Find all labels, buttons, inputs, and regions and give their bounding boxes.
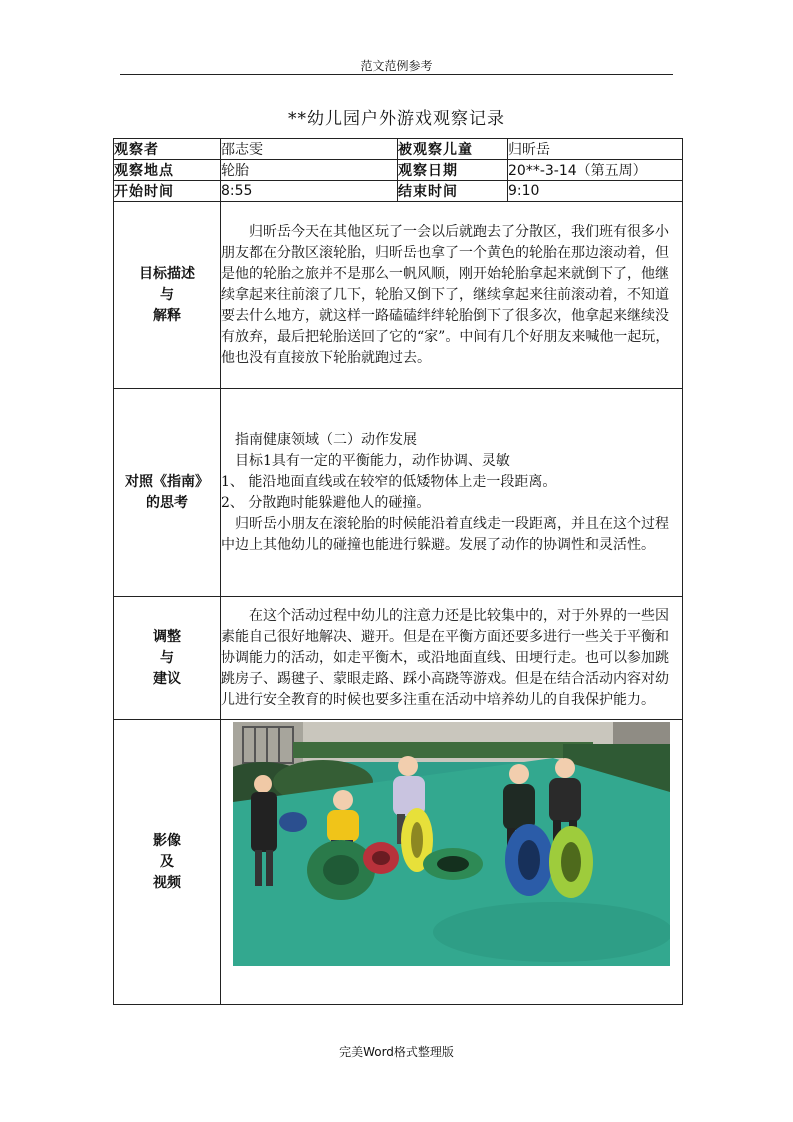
date-label: 观察日期 — [398, 160, 508, 181]
row-observer — [114, 139, 683, 160]
page-header: 范文范例参考 — [360, 59, 433, 73]
observation-table — [113, 138, 683, 1005]
tire — [307, 840, 375, 900]
guide-line-heading: 指南健康领域（二）动作发展 — [235, 431, 417, 448]
row-time — [114, 181, 683, 202]
row-description — [114, 202, 683, 389]
tire — [279, 812, 307, 832]
observer-value: 邵志雯 — [221, 139, 398, 160]
media-label-line: 影像 — [153, 832, 181, 849]
guide-label-line: 对照《指南》 — [125, 473, 209, 490]
playground-photo — [233, 722, 670, 966]
end-label: 结束时间 — [398, 181, 508, 202]
guide-line-item2: 2、 分散跑时能躲避他人的碰撞。 — [221, 494, 431, 511]
header-rule — [120, 74, 673, 75]
guide-line-reflection: 归昕岳小朋友在滚轮胎的时候能沿着直线走一段距离，并且在这个过程中边上其他幼儿的碰撞也能进行躲避。发展了动作的协调性和灵活性。 — [221, 515, 669, 553]
adjust-text: 在这个活动过程中幼儿的注意力还是比较集中的，对于外界的一些因素能自己很好地解决、避开。但是在平衡方面还要多进行一些关于平衡和协调能力的活动，如走平衡木，或沿地面直线、田埂行走。也可以参加跳跳房子、踢毽子、蒙眼走路、踩小高跷等游戏。但是在结合活动内容对幼儿进行安全教育的时候也要多注重在活动中培养幼儿的自我保护能力。 — [221, 607, 669, 708]
row-media — [114, 720, 683, 1005]
start-label: 开始时间 — [114, 181, 221, 202]
media-cell — [221, 720, 683, 1005]
tire — [423, 848, 483, 880]
end-value: 9:10 — [508, 181, 683, 202]
row-adjust — [114, 597, 683, 720]
adjust-label-line: 与 — [160, 649, 174, 666]
location-value: 轮胎 — [221, 160, 398, 181]
guide-line-goal: 目标1具有一定的平衡能力，动作协调、灵敏 — [235, 452, 510, 469]
adjust-label — [114, 597, 221, 720]
description-label — [114, 202, 221, 389]
adjust-label-line: 调整 — [153, 628, 181, 645]
media-label-line: 视频 — [153, 874, 181, 891]
adjust-label-line: 建议 — [153, 670, 181, 687]
description-label-line: 与 — [160, 286, 174, 303]
page-footer: 完美Word格式整理版 — [339, 1045, 454, 1059]
start-value: 8:55 — [221, 181, 398, 202]
guide-label-line: 的思考 — [146, 494, 188, 511]
document-title: **幼儿园户外游戏观察记录 — [288, 109, 505, 129]
description-label-line: 解释 — [153, 307, 181, 324]
row-guide — [114, 389, 683, 597]
description-text: 归昕岳今天在其他区玩了一会以后就跑去了分散区，我们班有很多小朋友都在分散区滚轮胎，归昕岳也拿了一个黄色的轮胎在那边滚动着，但是他的轮胎之旅并不是那么一帆风顺，刚开始轮胎拿起来就倒下了，他继续拿起来往前滚了几下，轮胎又倒下了，继续拿起来往前滚动着，不知道要去什么地方，就这样一路磕磕绊绊轮胎倒下了很多次，他拿起来继续没有放弃，最后把轮胎送回了它的“家”。中间有几个好朋友来喊他一起玩，他也没有直接放下轮胎就跑过去。 — [221, 223, 670, 366]
guide-line-item1: 1、 能沿地面直线或在较窄的低矮物体上走一段距离。 — [221, 473, 557, 490]
adjust-text-cell — [221, 597, 683, 720]
tire — [549, 826, 593, 898]
media-label — [114, 720, 221, 1005]
guide-label — [114, 389, 221, 597]
guide-text-cell — [221, 389, 683, 597]
media-label-line: 及 — [160, 853, 174, 870]
tire — [363, 842, 399, 874]
child-value: 归昕岳 — [508, 139, 683, 160]
tire — [505, 824, 553, 896]
description-label-line: 目标描述 — [139, 265, 195, 282]
observer-label: 观察者 — [114, 139, 221, 160]
location-label: 观察地点 — [114, 160, 221, 181]
child-label: 被观察儿童 — [398, 139, 508, 160]
date-value: 20**-3-14（第五周） — [508, 160, 683, 181]
row-location — [114, 160, 683, 181]
description-text-cell — [221, 202, 683, 389]
